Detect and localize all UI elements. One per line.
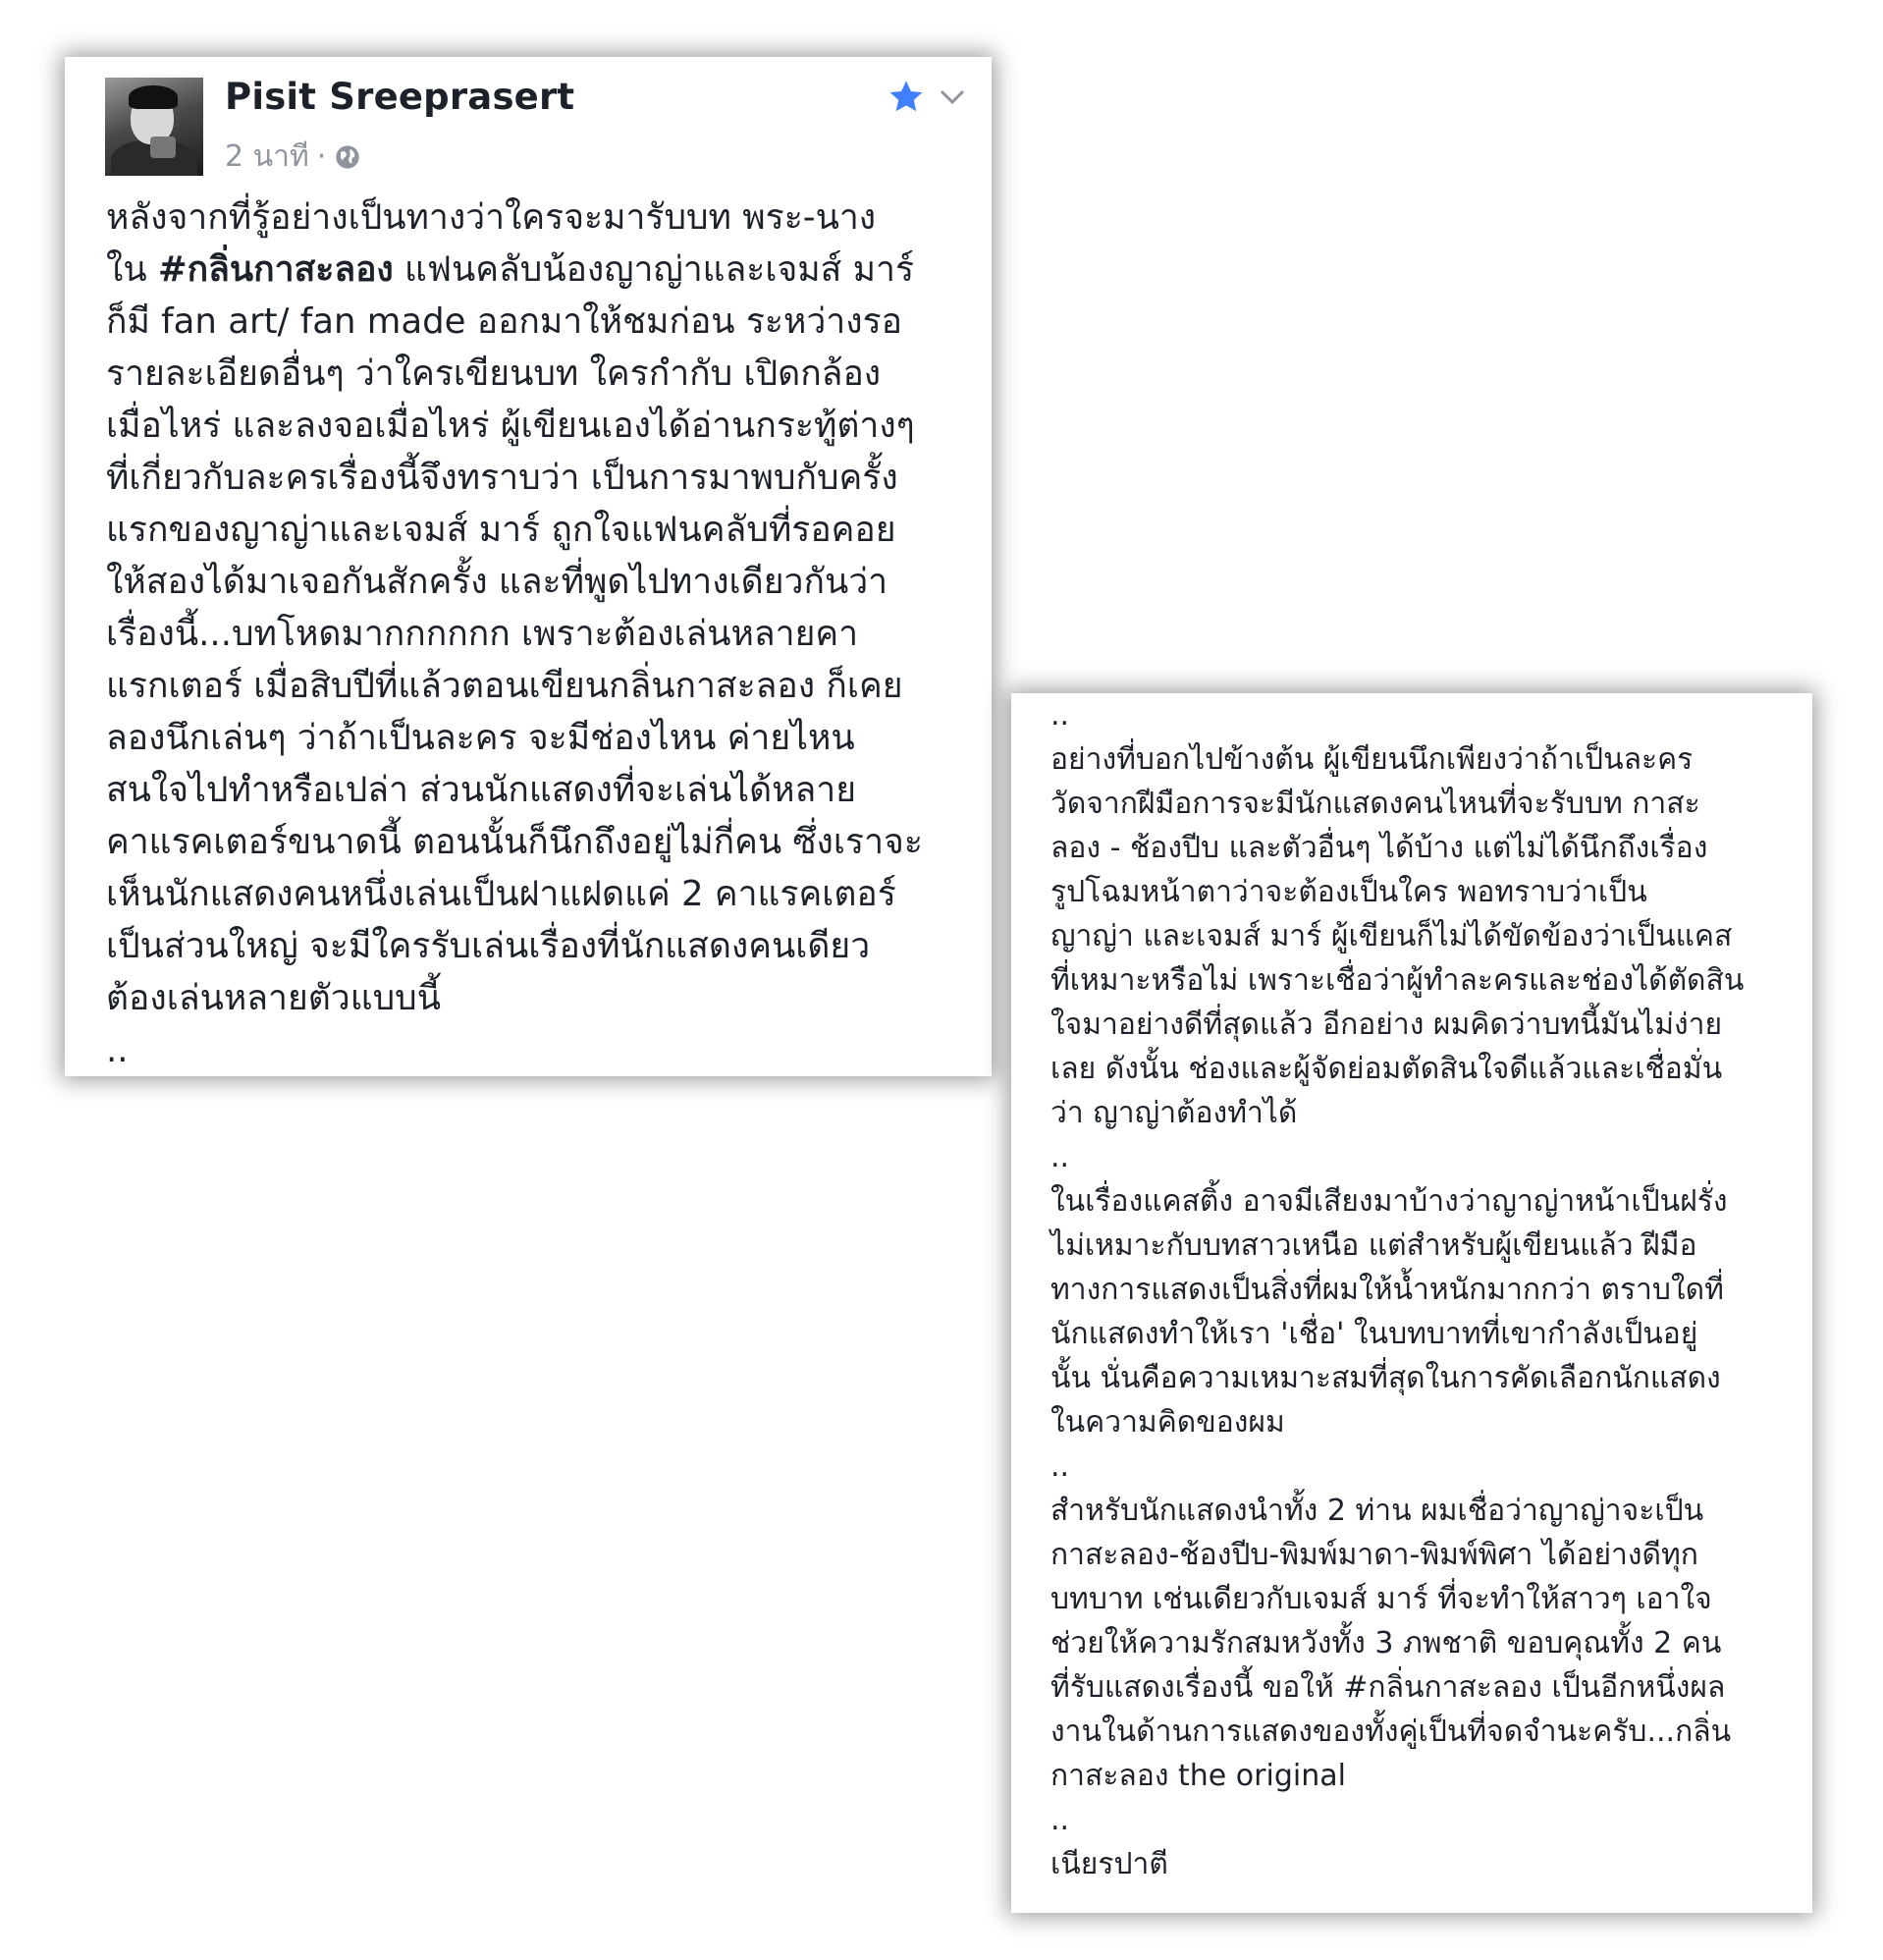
continuation-line: ญาญ่า และเจมส์ มาร์ ผู้เขียนก็ไม่ได้ขัดข้องว่าเป็นแคส [1050, 919, 1733, 953]
post-line-with-hashtag [106, 244, 970, 296]
post-line: รายละเอียดอื่นๆ ว่าใครเขียนบท ใครกำกับ เปิดกล้อง [106, 354, 882, 394]
post-line: หลังจากที่รู้อย่างเป็นทางว่าใครจะมารับบท พระ-นาง [106, 197, 877, 238]
post-line: เรื่องนี้...บทโหดมากกกกกก เพราะต้องเล่นหลายคา [106, 614, 859, 654]
post-line-prefix: ใน [106, 249, 158, 290]
avatar[interactable] [105, 78, 203, 176]
facebook-post-card [65, 57, 992, 1076]
continuation-line: กาสะลอง the original [1050, 1759, 1346, 1793]
post-line-suffix: แฟนคลับน้องญาญ่าและเจมส์ มาร์ [393, 249, 915, 290]
meta-separator: · [316, 139, 327, 174]
continuation-line: นักแสดงทำให้เรา 'เชื่อ' ในบทบาทที่เขากำลังเป็นอยู่ [1050, 1317, 1698, 1351]
post-timestamp[interactable]: 2 นาที [225, 139, 309, 174]
post-line: แรกของญาญ่าและเจมส์ มาร์ ถูกใจแฟนคลับที่รอคอย [106, 510, 896, 550]
continuation-line: ในเรื่องแคสติ้ง อาจมีเสียงมาบ้างว่าญาญ่าหน้าเป็นฝรั่ง [1050, 1184, 1728, 1219]
continuation-line-dots: .. [1050, 1803, 1070, 1837]
post-line: เมื่อไหร่ และลงจอเมื่อไหร่ ผู้เขียนเองได้อ่านกระทู้ต่างๆ [106, 406, 915, 446]
post-line: ให้สองได้มาเจอกันสักครั้ง และที่พูดไปทางเดียวกันว่า [106, 562, 888, 602]
continuation-line: ว่า ญาญ่าต้องทำได้ [1050, 1096, 1298, 1130]
star-icon[interactable] [888, 79, 925, 116]
post-line: ลองนึกเล่นๆ ว่าถ้าเป็นละคร จะมีช่องไหน ค่ายไหน [106, 718, 855, 758]
post-line: คาแรคเตอร์ขนาดนี้ ตอนนั้นก็นึกถึงอยู่ไม่กี่คน ซึ่งเราจะ [106, 822, 923, 862]
continuation-line: บทบาท เช่นเดียวกับเจมส์ มาร์ ที่จะทำให้สาวๆ เอาใจ [1050, 1582, 1712, 1616]
post-body [106, 191, 970, 1076]
post-continuation-card [1011, 693, 1812, 1913]
continuation-line: ในความคิดของผม [1050, 1405, 1285, 1440]
continuation-line: ทางการแสดงเป็นสิ่งที่ผมให้น้ำหนักมากกว่า ตราบใดที่ [1050, 1273, 1724, 1307]
post-line-dots: .. [106, 1030, 129, 1070]
continuation-line: กาสะลอง-ช้องปีบ-พิมพ์มาดา-พิมพ์พิศา ได้อย่างดีทุก [1050, 1538, 1698, 1572]
continuation-line: งานในด้านการแสดงของทั้งคู่เป็นที่จดจำนะครับ...กลิ่น [1050, 1715, 1732, 1749]
post-line: ต้องเล่นหลายตัวแบบนี้ [106, 978, 441, 1018]
post-meta [225, 134, 361, 180]
continuation-line: เลย ดังนั้น ช่องและผู้จัดย่อมตัดสินใจดีแล้วและเชื่อมั่น [1050, 1052, 1723, 1086]
globe-icon [334, 143, 361, 171]
post-line: แรกเตอร์ เมื่อสิบปีที่แล้วตอนเขียนกลิ่นกาสะลอง ก็เคย [106, 666, 903, 706]
post-line: เป็นส่วนใหญ่ จะมีใครรับเล่นเรื่องที่นักแสดงคนเดียว [106, 926, 871, 966]
continuation-line: ลอง - ช้องปีบ และตัวอื่นๆ ได้บ้าง แต่ไม่ได้นึกถึงเรื่อง [1050, 831, 1708, 865]
continuation-line: ช่วยให้ความรักสมหวังทั้ง 3 ภพชาติ ขอบคุณทั้ง 2 คน [1050, 1626, 1722, 1661]
continuation-line: นั้น นั่นคือความเหมาะสมที่สุดในการคัดเลือกนักแสดง [1050, 1361, 1721, 1395]
post-line: สนใจไปทำหรือเปล่า ส่วนนักแสดงที่จะเล่นได้หลาย [106, 770, 857, 810]
continuation-line: อย่างที่บอกไปข้างต้น ผู้เขียนนึกเพียงว่าถ้าเป็นละคร [1050, 742, 1694, 777]
hashtag-link[interactable]: #กลิ่นกาสะลอง [157, 249, 394, 290]
post-line: ที่เกี่ยวกับละครเรื่องนี้จึงทราบว่า เป็นการมาพบกับครั้ง [106, 458, 898, 498]
continuation-line: ที่รับแสดงเรื่องนี้ ขอให้ #กลิ่นกาสะลอง เป็นอีกหนึ่งผล [1050, 1670, 1726, 1705]
author-name[interactable]: Pisit Sreeprasert [225, 76, 575, 118]
continuation-signature: เนียรปาตี [1050, 1847, 1168, 1881]
post-line: เห็นนักแสดงคนหนึ่งเล่นเป็นฝาแฝดแค่ 2 คาแรคเตอร์ [106, 874, 896, 914]
chevron-down-icon[interactable] [939, 86, 966, 108]
continuation-line-dots: .. [1050, 1140, 1070, 1174]
continuation-line: ที่เหมาะหรือไม่ เพราะเชื่อว่าผู้ทำละครและช่องได้ตัดสิน [1050, 963, 1745, 998]
continuation-line: สำหรับนักแสดงนำทั้ง 2 ท่าน ผมเชื่อว่าญาญ่าจะเป็น [1050, 1494, 1704, 1528]
continuation-body [1050, 693, 1806, 1886]
continuation-line: รูปโฉมหน้าตาว่าจะต้องเป็นใคร พอทราบว่าเป็น [1050, 875, 1647, 909]
continuation-line-dots: .. [1050, 698, 1070, 733]
continuation-line-dots: .. [1050, 1449, 1070, 1484]
continuation-line: ใจมาอย่างดีที่สุดแล้ว อีกอย่าง ผมคิดว่าบทนี้มันไม่ง่าย [1050, 1007, 1723, 1042]
continuation-line: วัดจากฝีมือการจะมีนักแสดงคนไหนที่จะรับบท กาสะ [1050, 787, 1700, 821]
continuation-line: ไม่เหมาะกับบทสาวเหนือ แต่สำหรับผู้เขียนแล้ว ฝีมือ [1050, 1228, 1697, 1263]
post-line: ก็มี fan art/ fan made ออกมาให้ชมก่อน ระหว่างรอ [106, 301, 902, 342]
